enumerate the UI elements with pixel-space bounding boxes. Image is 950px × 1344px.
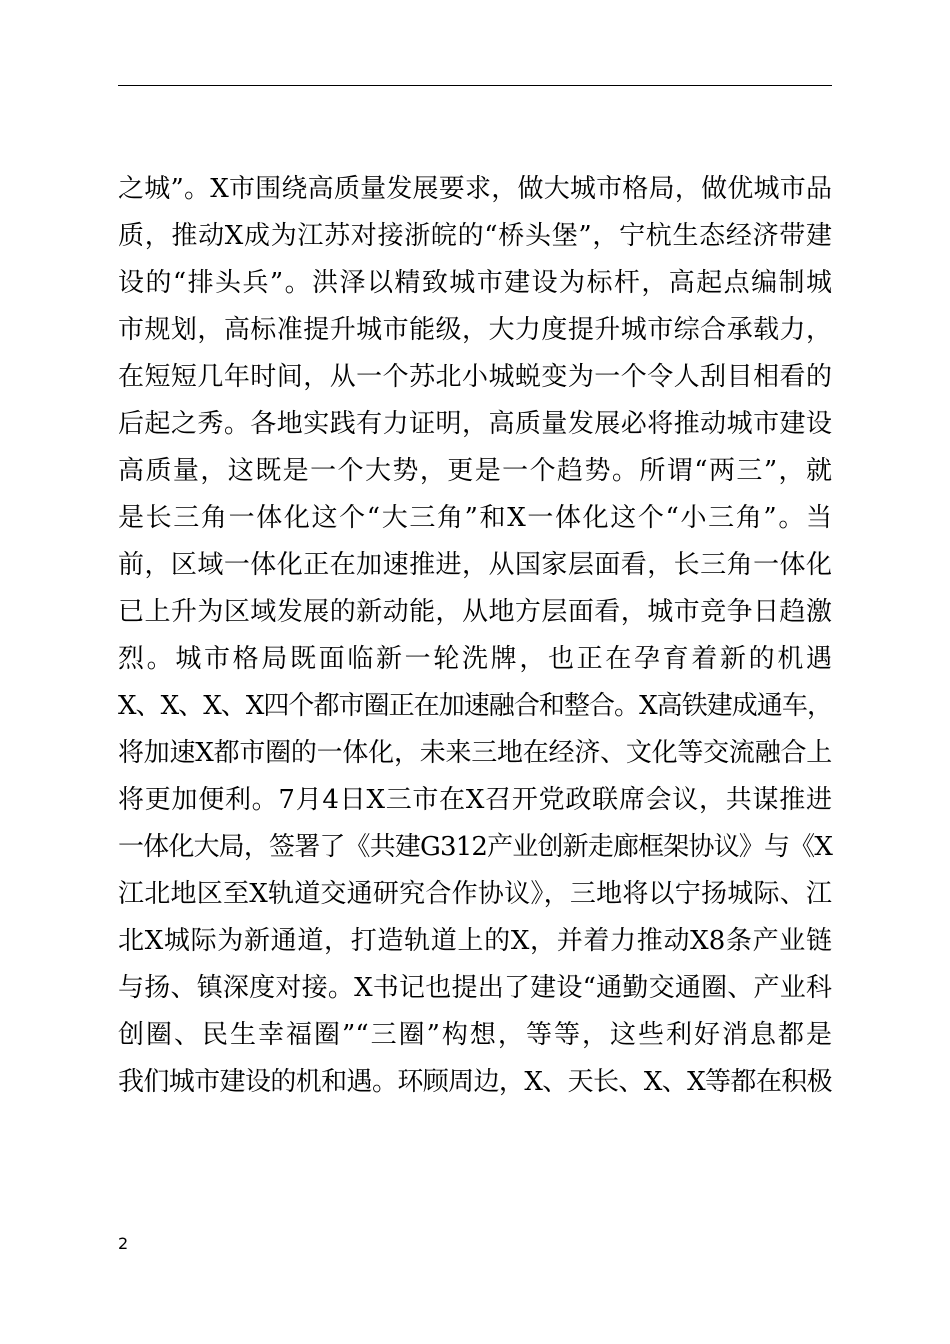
text-line: 烈。城市格局既面临新一轮洗牌，也正在孕育着新的机遇 xyxy=(118,644,832,674)
text-line: 高质量，这既是一个大势，更是一个趋势。所谓“两三”，就 xyxy=(118,456,832,486)
text-line: 江北地区至X轨道交通研究合作协议》，三地将以宁扬城际、江 xyxy=(118,879,832,909)
text-line: 将更加便利。7月4日X三市在X召开党政联席会议，共谋推进 xyxy=(118,785,832,815)
text-line: 在短短几年时间，从一个苏北小城蜕变为一个令人刮目相看的 xyxy=(118,362,832,392)
text-line: 市规划，高标准提升城市能级，大力度提升城市综合承载力， xyxy=(118,315,832,345)
text-line: 北X城际为新通道，打造轨道上的X，并着力推动X8条产业链 xyxy=(118,926,832,956)
text-line: 已上升为区域发展的新动能，从地方层面看，城市竞争日趋激 xyxy=(118,597,832,627)
page-number: 2 xyxy=(118,1234,129,1253)
text-line: 创圈、民生幸福圈”“三圈”构想，等等，这些利好消息都是 xyxy=(118,1020,832,1050)
text-line: 与扬、镇深度对接。X书记也提出了建设“通勤交通圈、产业科 xyxy=(118,973,832,1003)
text-line: 质，推动X成为江苏对接浙皖的“桥头堡”，宁杭生态经济带建 xyxy=(118,221,832,251)
body-paragraph xyxy=(118,166,832,1106)
text-line: 前，区域一体化正在加速推进，从国家层面看，长三角一体化 xyxy=(118,550,832,580)
text-line: 是长三角一体化这个“大三角”和X一体化这个“小三角”。当 xyxy=(118,503,832,533)
text-line: 一体化大局，签署了《共建G312产业创新走廊框架协议》与《X xyxy=(118,832,832,862)
text-line: 后起之秀。各地实践有力证明，高质量发展必将推动城市建设 xyxy=(118,409,832,439)
text-line: X、X、X、X四个都市圈正在加速融合和整合。X高铁建成通车， xyxy=(118,691,832,721)
text-line: 我们城市建设的机和遇。环顾周边，X、天长、X、X等都在积极 xyxy=(118,1067,832,1097)
header-rule xyxy=(118,85,832,86)
text-line: 将加速X都市圈的一体化，未来三地在经济、文化等交流融合上 xyxy=(118,738,832,768)
text-line: 设的“排头兵”。洪泽以精致城市建设为标杆，高起点编制城 xyxy=(118,268,832,298)
text-line: 之城”。X市围绕高质量发展要求，做大城市格局，做优城市品 xyxy=(118,174,832,204)
